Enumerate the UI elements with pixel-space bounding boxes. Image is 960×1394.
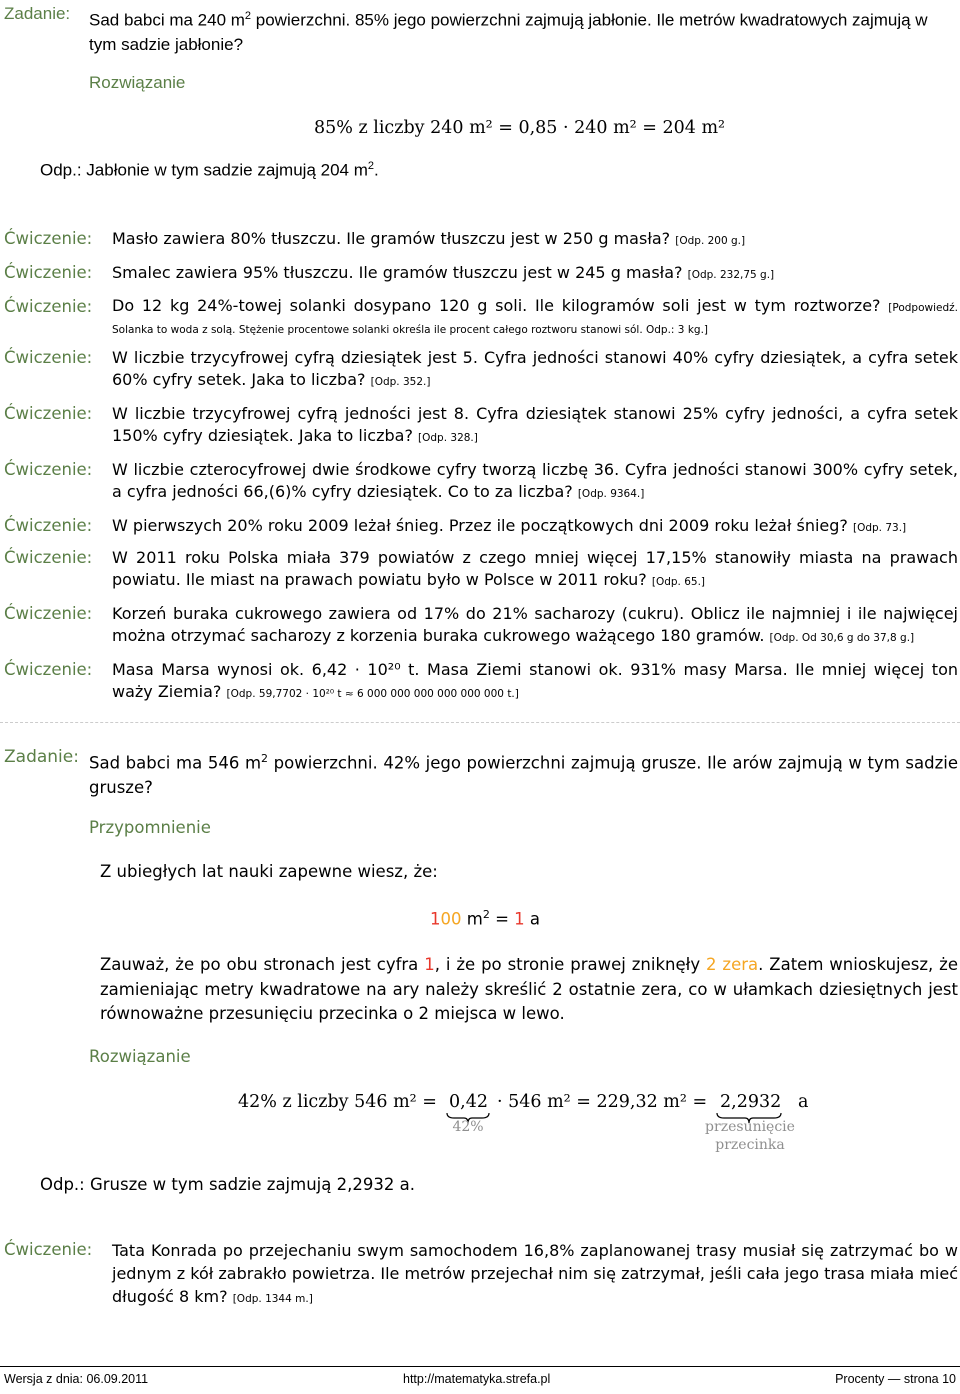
exercise-question: Masło zawiera 80% tłuszczu. Ile gramów tłuszczu jest w 250 g masła? <box>112 229 676 248</box>
footer-rule <box>0 1366 960 1367</box>
task-label: Zadanie: <box>4 747 79 767</box>
exercise-answer: [Odp. 73.] <box>852 522 907 534</box>
task-text-part: powierzchni. 42% jego powierzchni zajmują grusze. Ile arów zajmują w tym sadzie grusze? <box>89 753 958 797</box>
exercise-text <box>112 547 958 593</box>
brace-note-line: przecinka <box>715 1137 785 1153</box>
exercise-label: Ćwiczenie: <box>4 404 93 423</box>
exercise-answer: [Odp. 232,75 g.] <box>687 269 775 281</box>
digit-one: 1 <box>430 909 441 929</box>
task-text <box>89 747 958 800</box>
superscript: 2 <box>244 10 252 22</box>
note-text: . Zatem wnioskujesz, że zamieniając metry kwadratowe na ary należy skreślić 2 ostatnie zera, co w ułamkach dziesiętnych jest równoważne przesunięciu przecinka o 2 miejsca w lewo. <box>100 955 958 1023</box>
exercise-question: W 2011 roku Polska miała 379 powiatów z czego mniej więcej 17,15% stanowiły miasta na prawach powiatu. Ile miast na prawach powiatu było w Polsce w 2011 roku? <box>112 548 958 589</box>
answer <box>40 160 379 181</box>
brace-note <box>694 1118 806 1154</box>
exercise-label: Ćwiczenie: <box>4 263 93 282</box>
exercise-answer: [Odp. 200 g.] <box>675 235 746 247</box>
superscript: 2 <box>367 160 374 172</box>
answer-text: Odp.: Jabłonie w tym sadzie zajmują 204 m <box>40 160 368 180</box>
separator <box>0 722 960 723</box>
exercise-text <box>112 403 958 449</box>
exercise-question: Korzeń buraka cukrowego zawiera od 17% do 21% sacharozy (cukru). Oblicz ile najmniej i ile najwięcej można otrzymać sacharozy z korzenia buraka cukrowego ważącego 180 gramów. <box>112 604 958 645</box>
exercise-answer: [Odp. 65.] <box>651 576 706 588</box>
formula-part: 0,42 <box>449 1092 488 1112</box>
exercise-question: W pierwszych 20% roku 2009 leżał śnieg. Przez ile początkowych dni 2009 roku leżał śnieg? <box>112 516 853 535</box>
exercise-answer: [Odp. 59,7702 · 10²⁰ t ≈ 6 000 000 000 000 000 000 t.] <box>226 688 519 700</box>
exercise-question: Do 12 kg 24%-towej solanki dosypano 120 g soli. Ile kilogramów soli jest w tym roztworze? <box>112 296 889 315</box>
footer-version: Wersja z dnia: 06.09.2011 <box>4 1372 149 1386</box>
equals: = <box>489 909 515 929</box>
zeros: 2 zera <box>706 955 759 974</box>
task-text <box>89 4 957 57</box>
solution-heading: Rozwiązanie <box>89 1047 191 1066</box>
formula <box>238 1092 437 1112</box>
exercise-answer: [Odp. 1344 m.] <box>232 1293 313 1305</box>
task-label: Zadanie: <box>4 4 71 23</box>
exercise-label: Ćwiczenie: <box>4 604 93 623</box>
formula-part: 2,2932 <box>720 1092 782 1112</box>
unit: a <box>524 909 541 929</box>
exercise-text <box>112 347 958 393</box>
exercise-text <box>112 659 958 705</box>
exercise-label: Ćwiczenie: <box>4 348 93 367</box>
solution-heading: Rozwiązanie <box>89 73 186 92</box>
unit: m <box>461 909 483 929</box>
footer-page: Procenty — strona 10 <box>835 1372 956 1386</box>
exercise-text <box>112 459 958 505</box>
task-text-part: Sad babci ma 240 m <box>89 10 245 30</box>
superscript: 2 <box>482 908 490 921</box>
formula-part: · 546 m² = 229,32 m² = <box>497 1092 708 1112</box>
exercise-label: Ćwiczenie: <box>4 229 93 248</box>
exercise-answer: [Podpowiedź. Solanka to woda z solą. Stężenie procentowe solanki określa ile procent całego roztworu stanowi sól. Odp.: 3 kg.] <box>112 302 958 336</box>
exercise-answer: [Odp. Od 30,6 g do 37,8 g.] <box>769 632 915 644</box>
footer-url[interactable]: http://matematyka.strefa.pl <box>403 1372 551 1386</box>
formula-part: 42% z liczby 546 m² = <box>238 1092 437 1112</box>
formula: 85% z liczby 240 m² = 0,85 · 240 m² = 204 m² <box>314 118 726 138</box>
reminder-heading: Przypomnienie <box>89 818 211 837</box>
exercise-text <box>112 1239 958 1311</box>
note-text: Zauważ, że po obu stronach jest cyfra <box>100 955 425 974</box>
formula-part: a <box>798 1092 809 1112</box>
digit-one: 1 <box>514 909 525 929</box>
note-text: , i że po stronie prawej zniknęły <box>434 955 706 974</box>
exercise-question: Masa Marsa wynosi ok. 6,42 · 10²⁰ t. Masa Ziemi stanowi ok. 931% masy Marsa. Ile mniej więcej ton waży Ziemia? <box>112 660 958 701</box>
exercise-answer: [Odp. 328.] <box>418 432 478 444</box>
conversion <box>430 908 540 929</box>
answer: Odp.: Grusze w tym sadzie zajmują 2,2932 a. <box>40 1175 415 1194</box>
superscript: 2 <box>261 752 269 765</box>
exercise-question: W liczbie trzycyfrowej cyfrą jedności jest 8. Cyfra dziesiątek stanowi 25% cyfry jedności, a cyfra setek 150% cyfry dziesiątek. Jaka to liczba? <box>112 404 958 445</box>
task-text-part: powierzchni. 85% jego powierzchni zajmują jabłonie. Ile metrów kwadratowych zajmują w tym sadzie jabłonie? <box>89 10 928 54</box>
exercise-text <box>112 515 958 539</box>
reminder-intro: Z ubiegłych lat nauki zapewne wiesz, że: <box>100 862 438 881</box>
exercise-text <box>112 262 958 286</box>
zeros: 00 <box>440 909 462 929</box>
reminder-note <box>100 953 958 1027</box>
exercise-answer: [Odp. 352.] <box>370 376 431 388</box>
exercise-label: Ćwiczenie: <box>4 660 93 679</box>
exercise-text <box>112 228 958 252</box>
exercise-answer: [Odp. 9364.] <box>577 488 645 500</box>
exercise-question: W liczbie trzycyfrowej cyfrą dziesiątek jest 5. Cyfra jedności stanowi 40% cyfry dziesiątek, a cyfra setek 60% cyfry setek. Jaka to liczba? <box>112 348 958 389</box>
exercise-label: Ćwiczenie: <box>4 297 93 316</box>
exercise-text <box>112 603 958 649</box>
exercise-label: Ćwiczenie: <box>4 516 93 535</box>
exercise-label: Ćwiczenie: <box>4 1240 93 1259</box>
task-text-part: Sad babci ma 546 m <box>89 753 262 773</box>
exercise-question: Smalec zawiera 95% tłuszczu. Ile gramów tłuszczu jest w 245 g masła? <box>112 263 688 282</box>
exercise-question: W liczbie czterocyfrowej dwie środkowe cyfry tworzą liczbę 36. Cyfra jedności stanowi 300% cyfry setek, a cyfra jedności 66,(6)% cyfry dziesiątek. Co to za liczba? <box>112 460 958 501</box>
exercise-question: Tata Konrada po przejechaniu swym samochodem 16,8% zaplanowanej trasy musiał się zatrzymać bo w jednym z kół zabrakło powietrza. Ile metrów przejechał nim się zatrzymał, jeśli cała jego trasa miała mieć długość 8 km? <box>112 1241 958 1306</box>
brace-note: 42% <box>452 1119 484 1135</box>
answer-text: . <box>374 160 379 180</box>
brace-note-line: przesunięcie <box>705 1119 795 1135</box>
exercise-label: Ćwiczenie: <box>4 548 93 567</box>
digit-one: 1 <box>424 955 435 974</box>
exercise-text <box>112 296 958 340</box>
exercise-label: Ćwiczenie: <box>4 460 93 479</box>
